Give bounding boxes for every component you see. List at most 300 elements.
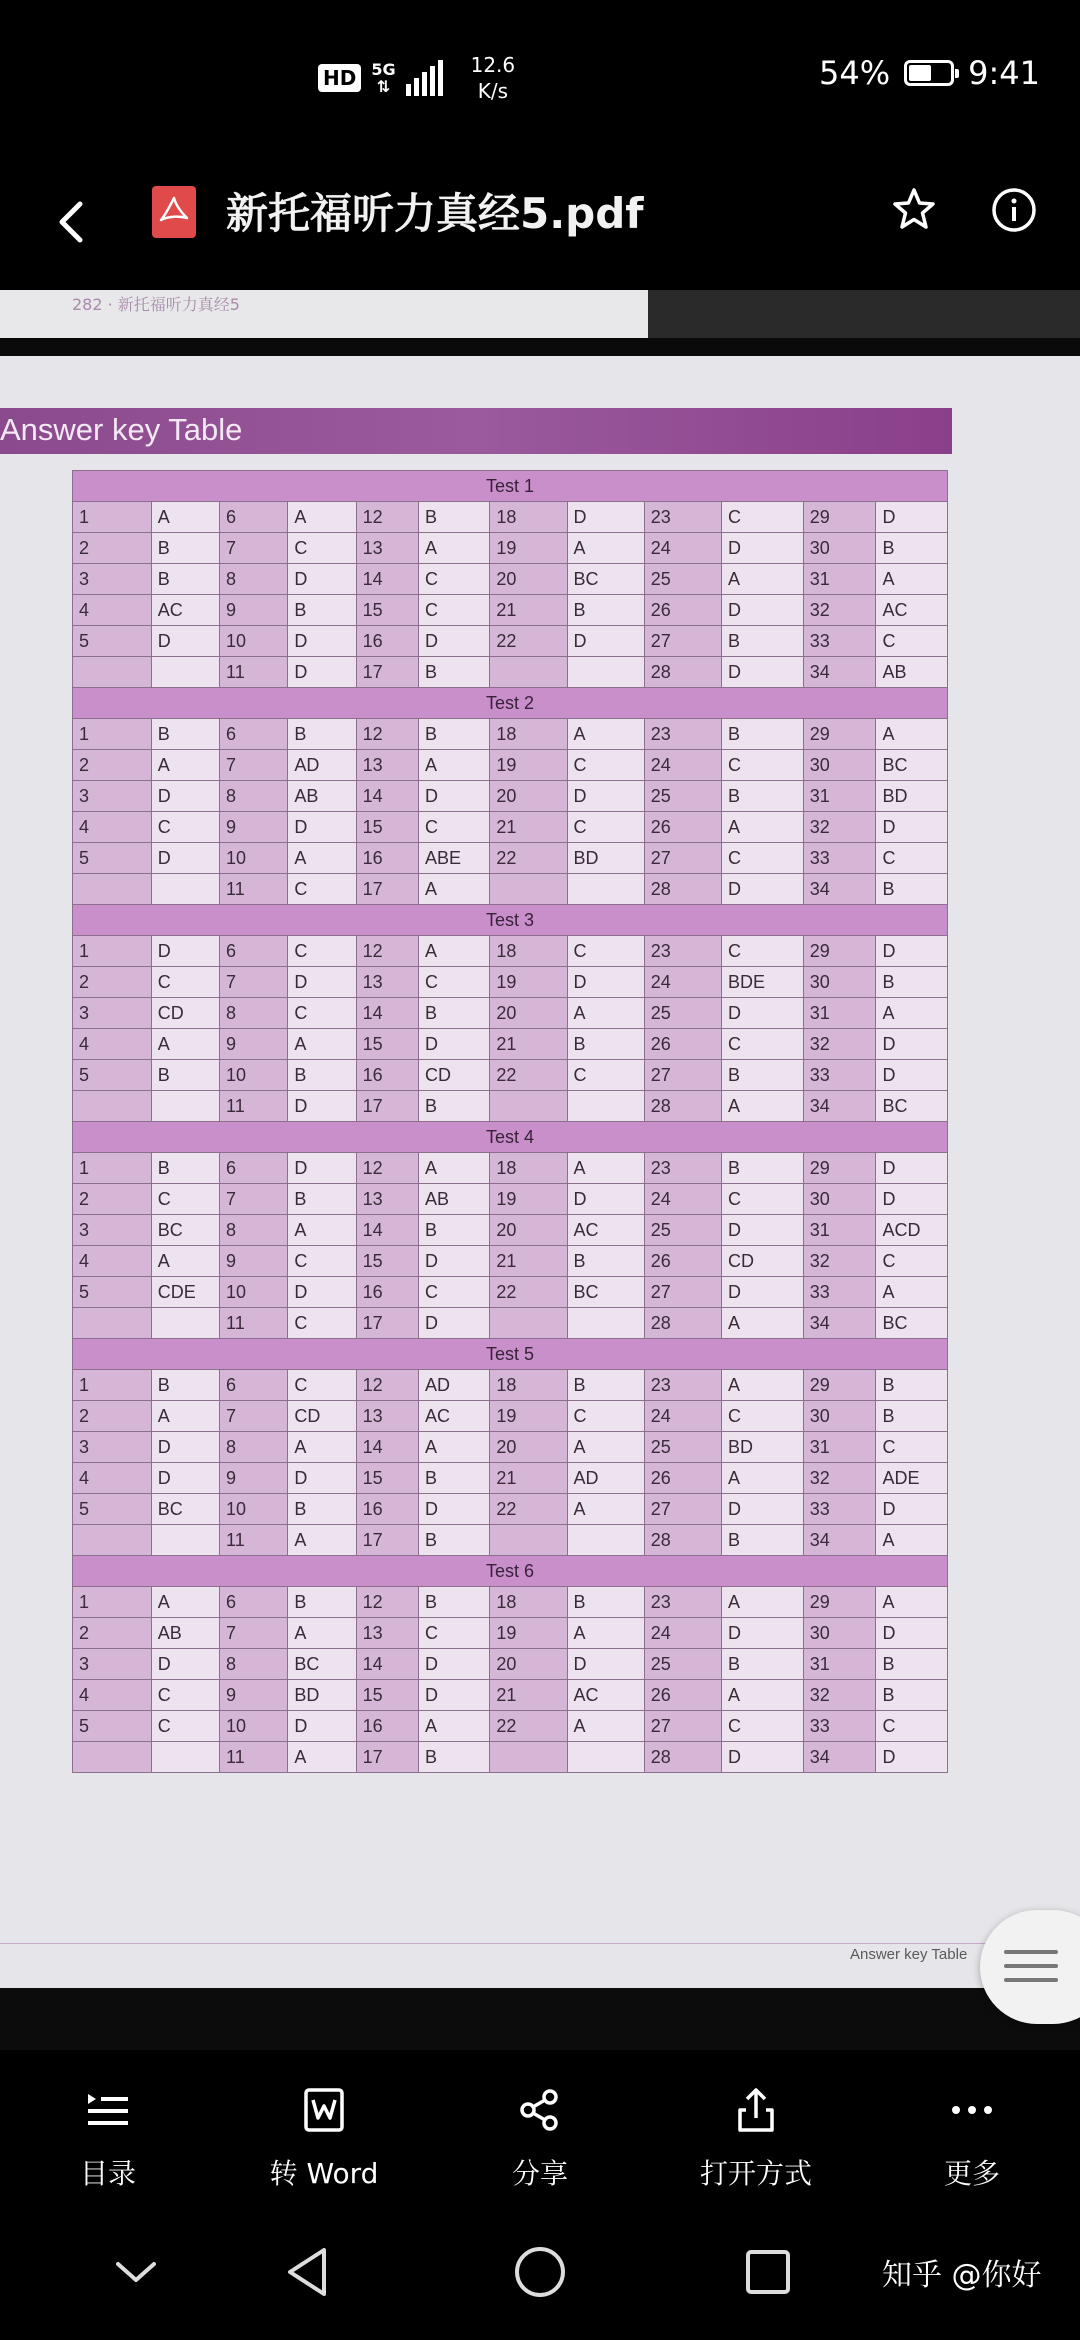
question-number-cell: 13 [356, 967, 418, 998]
answer-cell: D [419, 1029, 490, 1060]
answer-cell: C [876, 1711, 948, 1742]
question-number-cell: 30 [803, 750, 876, 781]
answer-cell: A [151, 1587, 219, 1618]
answer-cell: B [151, 1370, 219, 1401]
question-number-cell: 21 [490, 1029, 567, 1060]
question-number-cell: 33 [803, 1060, 876, 1091]
answer-cell: C [722, 750, 804, 781]
previous-page-header: 282 · 新托福听力真经5 [72, 295, 240, 314]
question-number-cell: 31 [803, 1215, 876, 1246]
question-number-cell: 11 [220, 1525, 288, 1556]
to-word-button[interactable] [216, 2050, 432, 2210]
question-number-cell: 10 [220, 1711, 288, 1742]
answer-cell: BDE [722, 967, 804, 998]
answer-cell: A [151, 1401, 219, 1432]
question-number-cell [73, 1091, 152, 1122]
answer-cell: C [419, 967, 490, 998]
battery-icon [904, 60, 954, 86]
answer-cell: ABE [419, 843, 490, 874]
question-number-cell: 10 [220, 1494, 288, 1525]
answer-cell: B [567, 1587, 644, 1618]
question-number-cell: 18 [490, 936, 567, 967]
question-number-cell: 10 [220, 626, 288, 657]
answer-cell: A [419, 1153, 490, 1184]
section-header-band [0, 408, 952, 454]
question-number-cell: 23 [644, 1153, 721, 1184]
question-number-cell [490, 1091, 567, 1122]
question-number-cell: 13 [356, 1401, 418, 1432]
question-number-cell: 5 [73, 1711, 152, 1742]
table-row [73, 1711, 948, 1742]
table-row [73, 781, 948, 812]
footer-rule [0, 1943, 1080, 1944]
question-number-cell: 25 [644, 564, 721, 595]
question-number-cell: 1 [73, 1153, 152, 1184]
question-number-cell [490, 1308, 567, 1339]
answer-cell: D [419, 1680, 490, 1711]
answer-cell: B [722, 1060, 804, 1091]
question-number-cell: 2 [73, 967, 152, 998]
answer-cell: AD [288, 750, 356, 781]
page-gap-bottom [0, 1988, 1080, 2050]
answer-cell: B [419, 719, 490, 750]
question-number-cell: 28 [644, 874, 721, 905]
answer-cell: A [876, 719, 948, 750]
answer-cell: CD [722, 1246, 804, 1277]
question-number-cell: 22 [490, 843, 567, 874]
answer-cell: CD [151, 998, 219, 1029]
answer-cell: B [288, 1060, 356, 1091]
pdf-viewer[interactable] [0, 290, 1080, 2050]
nav-back-button[interactable] [280, 2242, 340, 2302]
answer-cell: CD [288, 1401, 356, 1432]
answer-cell: A [419, 1432, 490, 1463]
question-number-cell: 10 [220, 1277, 288, 1308]
answer-cell: A [722, 1680, 804, 1711]
question-number-cell: 16 [356, 1060, 418, 1091]
answer-cell: B [876, 1401, 948, 1432]
answer-cell: D [288, 657, 356, 688]
favorite-button[interactable] [886, 182, 942, 238]
question-number-cell: 6 [220, 1370, 288, 1401]
question-number-cell: 1 [73, 936, 152, 967]
answer-cell: B [567, 1029, 644, 1060]
question-number-cell: 27 [644, 1711, 721, 1742]
answer-cell: A [419, 533, 490, 564]
question-number-cell: 30 [803, 1618, 876, 1649]
question-number-cell: 8 [220, 1649, 288, 1680]
question-number-cell: 8 [220, 1432, 288, 1463]
test-header-row [73, 1339, 948, 1370]
answer-cell: BC [876, 750, 948, 781]
answer-cell: BD [722, 1432, 804, 1463]
answer-cell: A [722, 812, 804, 843]
answer-cell: D [876, 1184, 948, 1215]
answer-cell: A [567, 1494, 644, 1525]
answer-cell: C [876, 1246, 948, 1277]
question-number-cell: 10 [220, 1060, 288, 1091]
test-header-row [73, 688, 948, 719]
question-number-cell: 29 [803, 936, 876, 967]
question-number-cell: 25 [644, 998, 721, 1029]
question-number-cell: 25 [644, 1432, 721, 1463]
answer-cell: D [567, 626, 644, 657]
pdf-file-icon [152, 186, 196, 238]
question-number-cell: 20 [490, 564, 567, 595]
page-separator [0, 338, 1080, 356]
system-nav-bar [0, 2210, 1080, 2340]
question-number-cell: 32 [803, 595, 876, 626]
answer-cell: D [876, 812, 948, 843]
question-number-cell: 23 [644, 1587, 721, 1618]
answer-cell: B [567, 595, 644, 626]
question-number-cell: 34 [803, 1525, 876, 1556]
answer-cell: C [288, 936, 356, 967]
answer-cell [567, 1742, 644, 1773]
answer-cell: AC [419, 1401, 490, 1432]
answer-cell: C [567, 750, 644, 781]
question-number-cell: 4 [73, 1029, 152, 1060]
question-number-cell: 19 [490, 967, 567, 998]
question-number-cell: 7 [220, 1401, 288, 1432]
question-number-cell: 23 [644, 936, 721, 967]
more-button[interactable] [864, 2050, 1080, 2210]
answer-cell: C [151, 1711, 219, 1742]
nav-collapse-button[interactable] [106, 2242, 166, 2302]
question-number-cell: 18 [490, 502, 567, 533]
toc-label: 目录 [79, 2157, 136, 2190]
question-number-cell: 2 [73, 1401, 152, 1432]
answer-cell: D [876, 936, 948, 967]
share-button[interactable] [432, 2050, 648, 2210]
answer-cell: D [722, 533, 804, 564]
table-row [73, 533, 948, 564]
question-number-cell: 6 [220, 936, 288, 967]
question-number-cell: 31 [803, 564, 876, 595]
answer-cell: A [288, 1618, 356, 1649]
table-row [73, 1525, 948, 1556]
question-number-cell: 20 [490, 1649, 567, 1680]
answer-cell: C [722, 843, 804, 874]
question-number-cell: 18 [490, 1153, 567, 1184]
question-number-cell: 34 [803, 657, 876, 688]
answer-cell: C [567, 936, 644, 967]
answer-cell: D [567, 1649, 644, 1680]
question-number-cell: 26 [644, 1246, 721, 1277]
answer-cell: C [876, 843, 948, 874]
question-number-cell: 24 [644, 1401, 721, 1432]
answer-cell: AB [419, 1184, 490, 1215]
question-number-cell: 13 [356, 1618, 418, 1649]
question-number-cell [73, 1742, 152, 1773]
question-number-cell: 13 [356, 1184, 418, 1215]
answer-cell: A [567, 998, 644, 1029]
question-number-cell: 4 [73, 812, 152, 843]
answer-cell: B [722, 781, 804, 812]
answer-cell: D [722, 657, 804, 688]
title-bar [0, 160, 1080, 290]
question-number-cell: 6 [220, 1587, 288, 1618]
share-label: 分享 [511, 2157, 568, 2190]
question-number-cell: 30 [803, 967, 876, 998]
open-with-button[interactable] [648, 2050, 864, 2210]
question-number-cell: 15 [356, 1680, 418, 1711]
answer-cell: B [419, 1215, 490, 1246]
question-number-cell: 13 [356, 750, 418, 781]
back-button[interactable] [46, 182, 98, 262]
question-number-cell: 32 [803, 1246, 876, 1277]
table-row [73, 1649, 948, 1680]
table-row [73, 1618, 948, 1649]
question-number-cell: 8 [220, 998, 288, 1029]
question-number-cell: 24 [644, 750, 721, 781]
answer-cell: B [419, 1091, 490, 1122]
answer-cell: BC [567, 1277, 644, 1308]
answer-cell: B [876, 1680, 948, 1711]
question-number-cell: 30 [803, 1184, 876, 1215]
answer-cell: AD [567, 1463, 644, 1494]
open-with-label: 打开方式 [699, 2157, 812, 2190]
question-number-cell: 28 [644, 1742, 721, 1773]
question-number-cell: 15 [356, 1246, 418, 1277]
answer-cell: D [567, 781, 644, 812]
question-number-cell: 27 [644, 843, 721, 874]
nav-recents-button[interactable] [738, 2242, 798, 2302]
answer-cell: BD [876, 781, 948, 812]
answer-cell: B [288, 595, 356, 626]
question-number-cell: 21 [490, 595, 567, 626]
answer-cell: D [288, 1277, 356, 1308]
answer-cell: A [722, 1463, 804, 1494]
question-number-cell: 5 [73, 843, 152, 874]
answer-cell: D [419, 1246, 490, 1277]
question-number-cell: 17 [356, 1525, 418, 1556]
answer-cell: ACD [876, 1215, 948, 1246]
status-bar [0, 0, 1080, 160]
to-word-label: 转 Word [269, 2157, 379, 2190]
current-page[interactable] [0, 356, 1080, 1988]
answer-key-table [72, 470, 948, 1773]
question-number-cell [490, 657, 567, 688]
clock: 9:41 [968, 54, 1040, 92]
table-row [73, 595, 948, 626]
question-number-cell: 28 [644, 1525, 721, 1556]
question-number-cell: 14 [356, 564, 418, 595]
question-number-cell: 6 [220, 1153, 288, 1184]
question-number-cell: 26 [644, 1029, 721, 1060]
question-number-cell: 2 [73, 1184, 152, 1215]
question-number-cell: 12 [356, 719, 418, 750]
answer-cell: C [288, 998, 356, 1029]
answer-cell: A [288, 502, 356, 533]
answer-cell: D [288, 1153, 356, 1184]
question-number-cell: 29 [803, 502, 876, 533]
table-row [73, 1184, 948, 1215]
answer-cell: D [567, 502, 644, 533]
question-number-cell: 9 [220, 1463, 288, 1494]
question-number-cell: 14 [356, 1215, 418, 1246]
answer-cell: D [151, 1432, 219, 1463]
answer-cell: B [151, 719, 219, 750]
answer-cell: B [288, 1587, 356, 1618]
word-icon [300, 2086, 348, 2134]
test-header-row [73, 1556, 948, 1587]
answer-cell: A [722, 1370, 804, 1401]
answer-cell: B [419, 657, 490, 688]
answer-cell: A [722, 564, 804, 595]
answer-cell: D [876, 1494, 948, 1525]
answer-cell: D [876, 1029, 948, 1060]
answer-cell: D [722, 998, 804, 1029]
page-gap [648, 290, 1080, 338]
table-row [73, 1215, 948, 1246]
answer-cell: C [288, 1370, 356, 1401]
question-number-cell: 20 [490, 998, 567, 1029]
answer-cell: B [419, 502, 490, 533]
question-number-cell: 32 [803, 1463, 876, 1494]
answer-cell: CD [419, 1060, 490, 1091]
answer-cell: B [722, 1153, 804, 1184]
square-recents-icon [738, 2242, 798, 2302]
question-number-cell: 11 [220, 657, 288, 688]
open-with-icon [732, 2086, 780, 2134]
hd-badge: HD [318, 64, 361, 92]
test-title: Test 3 [73, 905, 948, 936]
answer-cell: B [419, 1742, 490, 1773]
question-number-cell: 29 [803, 1153, 876, 1184]
question-number-cell: 7 [220, 1618, 288, 1649]
answer-cell [567, 657, 644, 688]
question-number-cell: 14 [356, 1649, 418, 1680]
question-number-cell: 19 [490, 533, 567, 564]
answer-cell: B [876, 967, 948, 998]
question-number-cell: 27 [644, 1277, 721, 1308]
question-number-cell: 15 [356, 1029, 418, 1060]
table-row [73, 1742, 948, 1773]
question-number-cell: 9 [220, 1680, 288, 1711]
network-speed [471, 52, 516, 104]
table-row [73, 1401, 948, 1432]
answer-cell: A [722, 1587, 804, 1618]
question-number-cell: 16 [356, 1277, 418, 1308]
question-number-cell: 5 [73, 626, 152, 657]
question-number-cell: 11 [220, 1308, 288, 1339]
question-number-cell: 33 [803, 843, 876, 874]
info-icon [986, 182, 1042, 238]
question-number-cell: 7 [220, 750, 288, 781]
table-row [73, 843, 948, 874]
answer-cell: D [419, 781, 490, 812]
question-number-cell: 28 [644, 1091, 721, 1122]
question-number-cell: 33 [803, 1711, 876, 1742]
question-number-cell: 22 [490, 626, 567, 657]
table-row [73, 1587, 948, 1618]
question-number-cell: 32 [803, 1029, 876, 1060]
test-header-row [73, 905, 948, 936]
answer-cell: A [419, 750, 490, 781]
question-number-cell: 31 [803, 1432, 876, 1463]
question-number-cell: 6 [220, 502, 288, 533]
answer-cell: B [722, 1649, 804, 1680]
question-number-cell: 12 [356, 502, 418, 533]
answer-cell: CDE [151, 1277, 219, 1308]
answer-cell: A [567, 1432, 644, 1463]
question-number-cell: 25 [644, 1215, 721, 1246]
answer-cell: A [876, 1587, 948, 1618]
question-number-cell: 15 [356, 812, 418, 843]
answer-cell: C [419, 812, 490, 843]
question-number-cell: 25 [644, 1649, 721, 1680]
test-title: Test 2 [73, 688, 948, 719]
question-number-cell: 7 [220, 1184, 288, 1215]
answer-cell: BC [876, 1308, 948, 1339]
table-row [73, 657, 948, 688]
answer-cell: C [722, 1184, 804, 1215]
answer-cell: A [151, 750, 219, 781]
answer-cell: A [567, 1618, 644, 1649]
network-type-label: 5G [371, 60, 396, 79]
answer-cell: B [151, 1060, 219, 1091]
more-label: 更多 [943, 2157, 1000, 2190]
answer-cell: D [876, 1060, 948, 1091]
table-row [73, 1432, 948, 1463]
question-number-cell: 30 [803, 533, 876, 564]
answer-cell: C [567, 1401, 644, 1432]
answer-cell: D [151, 626, 219, 657]
question-number-cell: 26 [644, 812, 721, 843]
question-number-cell: 17 [356, 1308, 418, 1339]
table-row [73, 1308, 948, 1339]
question-number-cell: 27 [644, 1494, 721, 1525]
question-number-cell: 14 [356, 1432, 418, 1463]
test-title: Test 1 [73, 471, 948, 502]
answer-cell: C [722, 1711, 804, 1742]
answer-cell: D [151, 1463, 219, 1494]
table-row [73, 719, 948, 750]
answer-cell: AD [419, 1370, 490, 1401]
table-row [73, 1277, 948, 1308]
answer-cell: B [288, 1184, 356, 1215]
question-number-cell: 24 [644, 533, 721, 564]
info-button[interactable] [986, 182, 1042, 238]
answer-cell: B [419, 1587, 490, 1618]
question-number-cell: 18 [490, 1587, 567, 1618]
question-number-cell: 8 [220, 564, 288, 595]
table-row [73, 1091, 948, 1122]
answer-cell: C [722, 1029, 804, 1060]
answer-cell: A [288, 1432, 356, 1463]
answer-cell [151, 1308, 219, 1339]
previous-page[interactable] [0, 290, 648, 338]
question-number-cell: 22 [490, 1494, 567, 1525]
answer-cell: C [567, 1060, 644, 1091]
table-row [73, 1153, 948, 1184]
answer-cell: B [876, 1370, 948, 1401]
question-number-cell: 14 [356, 781, 418, 812]
question-number-cell: 19 [490, 1401, 567, 1432]
question-number-cell: 20 [490, 781, 567, 812]
answer-cell [151, 874, 219, 905]
answer-cell: D [288, 626, 356, 657]
question-number-cell: 1 [73, 1370, 152, 1401]
answer-cell: D [567, 967, 644, 998]
toc-button[interactable] [0, 2050, 216, 2210]
table-row [73, 967, 948, 998]
answer-cell: A [722, 1091, 804, 1122]
nav-home-button[interactable] [510, 2242, 570, 2302]
question-number-cell: 32 [803, 812, 876, 843]
answer-cell [567, 1091, 644, 1122]
